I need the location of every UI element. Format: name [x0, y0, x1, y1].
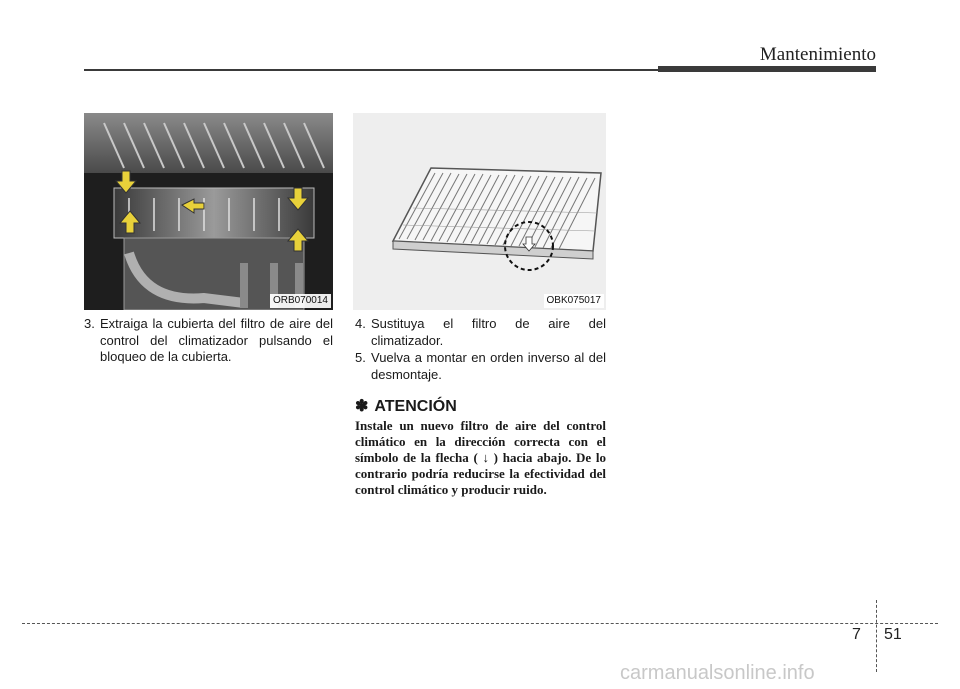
footer-dashed-divider [876, 600, 877, 672]
caution-mark-icon: ✽ [355, 398, 369, 415]
section-title: Mantenimiento [759, 44, 876, 65]
step-text: Sustituya el filtro de aire del climatizador. [371, 316, 606, 348]
page-number: 51 [884, 626, 902, 643]
header-rule-thick [658, 66, 876, 72]
figure-filter-cover-photo [84, 113, 333, 310]
caution-title: ATENCIÓN [374, 398, 457, 415]
step-text: Vuelva a montar en orden inverso al del desmontaje. [371, 350, 606, 382]
step-5 [355, 350, 606, 383]
footer-dashed-rule [22, 623, 938, 624]
step-text: Extraiga la cubierta del filtro de aire del control del climatizador pulsando el bloqueo de la cubierta. [100, 316, 333, 364]
figure-code: OBK075017 [544, 294, 605, 308]
step-number: 5. [355, 350, 366, 365]
step-4 [355, 316, 606, 349]
step-3 [84, 316, 333, 366]
header-rule-thin [84, 69, 660, 71]
figure-code: ORB070014 [270, 294, 331, 308]
filter-cover-illustration [84, 113, 333, 310]
figure-air-filter [353, 113, 606, 310]
caution-heading [355, 396, 457, 416]
step-number: 3. [84, 316, 95, 331]
step-number: 4. [355, 316, 366, 331]
chapter-number: 7 [852, 626, 861, 643]
watermark: carmanualsonline.info [620, 662, 815, 684]
caution-body: Instale un nuevo filtro de aire del control climático en la dirección correcta con el símbolo de la flecha ( ↓ ) hacia abajo. De lo contrario podría reducirse la efectividad del control climático y producir ruido. [355, 418, 606, 497]
air-filter-illustration [353, 113, 606, 310]
